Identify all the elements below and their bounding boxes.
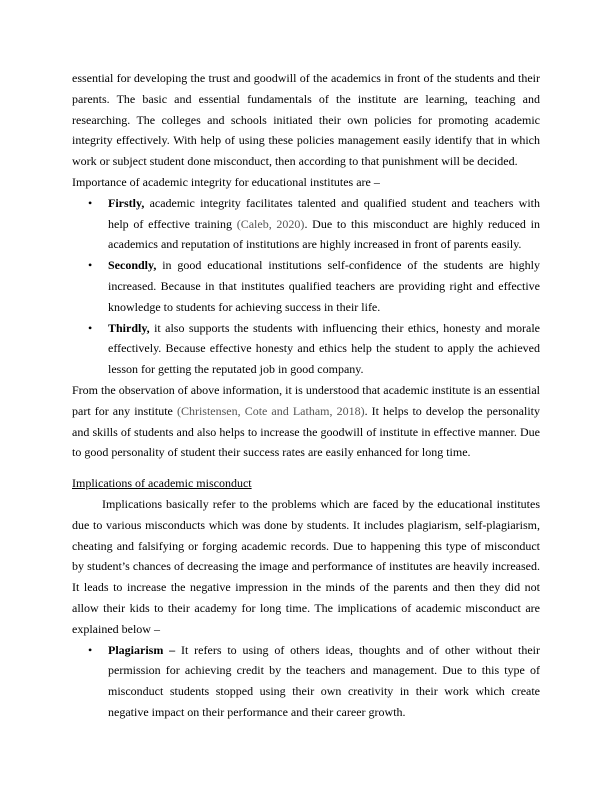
paragraph-text: . It helps to develop the personality and skills of students and also helps to increase the goodwill of institute in effective manner. Due to good personality of student their success rates are easily enhanced for long time. bbox=[72, 403, 540, 460]
list-item-text: academic integrity facilitates talented and qualified student and teachers with help of effective training bbox=[108, 195, 540, 231]
list-item-secondly bbox=[72, 255, 540, 317]
list-item-lead: Plagiarism – bbox=[108, 642, 176, 657]
paragraph-text: From the observation of above information, it is understood that academic institute is an essential part for any institute bbox=[72, 382, 540, 418]
list-item-text: It refers to using of others ideas, thoughts and of other without their permission for achieving credit by the teachers and management. Due to this type of misconduct students stopped using their own creativity in their work which create negative impact on their performance and their career growth. bbox=[108, 642, 540, 719]
list-item-text: it also supports the students with influencing their ethics, honesty and morale effectively. Because effective honesty and ethics help the student to apply the achieved lesson for getting the reputated job in good company. bbox=[108, 320, 540, 377]
document-page bbox=[72, 68, 540, 723]
bullet-icon: • bbox=[88, 642, 93, 657]
bullet-icon: • bbox=[88, 320, 93, 335]
list-item-lead: Thirdly, bbox=[108, 320, 150, 335]
importance-list bbox=[72, 193, 540, 380]
implications-list bbox=[72, 640, 540, 723]
list-item-text: . Due to this misconduct are highly reduced in academics and reputation of institutions are highly increased in front of parents easily. bbox=[108, 216, 540, 252]
paragraph-implications: Implications basically refer to the problems which are faced by the educational institutes due to various misconducts which was done by students. It includes plagiarism, self-plagiarism, cheating and falsifying or forging academic records. Due to happening this type of misconduct by student’s chances of decreasing the image and performance of institutes are heavily increased. It leads to increase the negative impression in the minds of the parents and then they did not allow their kids to their academy for long time. The implications of academic misconduct are explained below – bbox=[72, 496, 540, 636]
list-item-plagiarism bbox=[72, 640, 540, 723]
list-item-thirdly bbox=[72, 318, 540, 380]
list-item-text: in good educational institutions self-confidence of the students are highly increased. Because in that institutes qualified teachers are providing right and effective knowledge to students for achieving success in their life. bbox=[108, 258, 540, 314]
paragraph-trust-goodwill: essential for developing the trust and goodwill of the academics in front of the students and their parents. The basic and essential fundamentals of the institute are learning, teaching and researching. The colleges and schools initiated their own policies for promoting academic integrity effectively. With help of using these policies management easily identify that in which work or subject student done misconduct, then according to that punishment will be decided. bbox=[72, 71, 540, 169]
list-item-lead: Firstly, bbox=[108, 195, 145, 210]
citation: (Caleb, 2020) bbox=[236, 216, 305, 231]
paragraph-importance-intro: Importance of academic integrity for educational institutes are – bbox=[72, 174, 380, 189]
citation: (Christensen, Cote and Latham, 2018) bbox=[176, 403, 365, 418]
list-item-lead: Secondly, bbox=[108, 258, 157, 273]
bullet-icon: • bbox=[88, 195, 93, 210]
bullet-icon: • bbox=[88, 258, 93, 273]
paragraph-observation bbox=[72, 380, 540, 463]
list-item-firstly bbox=[72, 193, 540, 255]
section-heading: Implications of academic misconduct bbox=[72, 476, 252, 491]
